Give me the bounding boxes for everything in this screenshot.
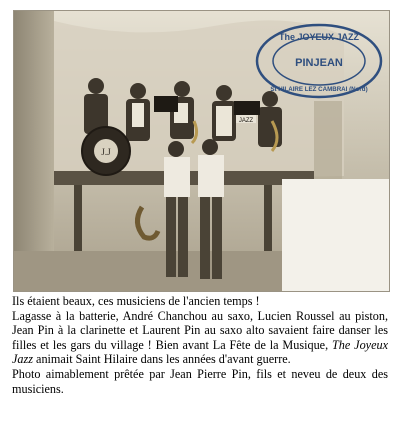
band-name: The Joyeux Jazz <box>12 337 389 367</box>
caption-description <box>12 309 388 367</box>
stamp-bottom-text: St HILAIRE LEZ CAMBRAI (Nord) <box>270 86 368 93</box>
music-stand <box>154 96 178 112</box>
stamp-middle-text: PINJEAN <box>295 57 343 69</box>
stamp-top-text: The JOYEUX JAZZ <box>278 32 360 42</box>
caption-description-start: Lagasse à la batterie, André Chanchou au saxo, Lucien Roussel au piston, Jean Pin à la clarinette et Laurent Pin au saxo alto savaient faire danser les filles et les gars du village ! Bien avant La Fête de la Musique, <box>12 308 388 352</box>
band-photo <box>13 10 390 292</box>
drum-lettering: J.J <box>101 147 111 157</box>
left-wall <box>14 11 54 291</box>
blank-panel <box>282 179 389 291</box>
caption-description-end: animait Saint Hilaire dans les années d'avant guerre. <box>33 352 291 367</box>
photo-caption <box>12 294 388 396</box>
photo-credit: Photo aimablement prêtée par Jean Pierre Pin, fils et neveu de deux des musiciens. <box>12 366 388 396</box>
music-stand <box>234 101 260 115</box>
music-stand-label: JAZZ <box>238 118 254 124</box>
caption-intro: Ils étaient beaux, ces musiciens de l'ancien temps ! <box>12 294 260 308</box>
photo-illustration <box>14 11 389 291</box>
